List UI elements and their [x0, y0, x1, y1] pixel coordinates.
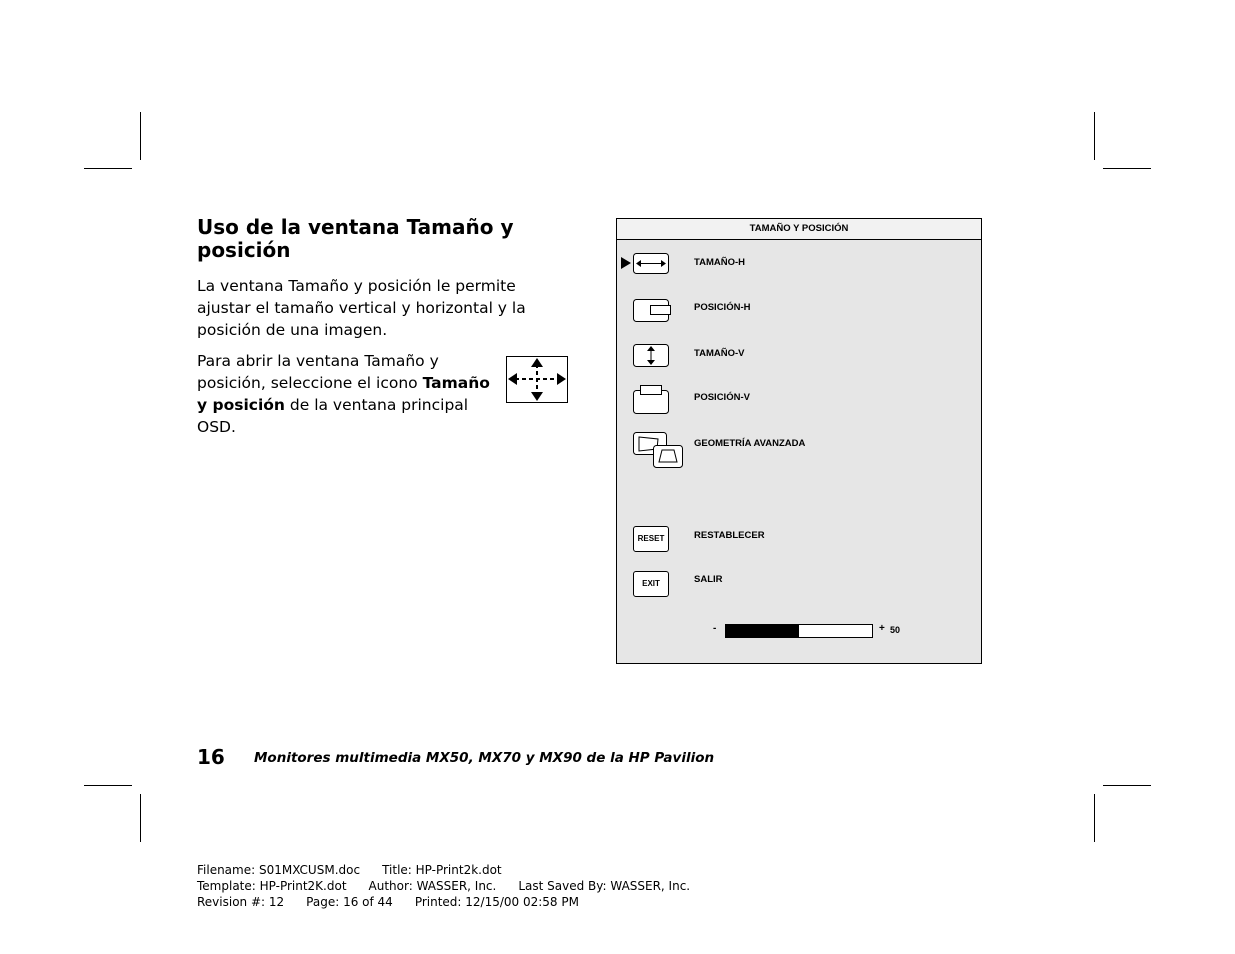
reset-button[interactable]: RESET	[633, 526, 669, 552]
osd-item-vertical-position[interactable]: POSICIÓN-V	[694, 392, 750, 403]
horizontal-size-icon[interactable]	[633, 253, 671, 275]
instruction-text: Para abrir la ventana Tamaño y posición, seleccione el icono	[197, 352, 439, 392]
advanced-geometry-icon[interactable]	[633, 432, 685, 470]
horizontal-position-icon[interactable]	[633, 299, 671, 323]
osd-item-advanced-geometry[interactable]: GEOMETRÍA AVANZADA	[694, 438, 806, 449]
osd-item-horizontal-position[interactable]: POSICIÓN-H	[694, 302, 751, 313]
document-meta-line-3	[197, 895, 601, 909]
vertical-size-icon[interactable]	[633, 344, 671, 368]
crop-mark	[1094, 794, 1095, 842]
osd-item-vertical-size[interactable]: TAMAÑO-V	[694, 348, 745, 359]
running-footer-title: Monitores multimedia MX50, MX70 y MX90 de la HP Pavilion	[254, 750, 715, 766]
meta-title: Title: HP-Print2k.dot	[382, 863, 502, 877]
page-number: 16	[197, 745, 225, 769]
slider-plus: +	[879, 623, 885, 634]
crop-mark	[140, 794, 141, 842]
meta-revision: Revision #: 12	[197, 895, 285, 909]
osd-window	[616, 218, 982, 664]
crop-mark	[1103, 785, 1151, 786]
instruction-text-end: de la ventana principal OSD.	[197, 396, 469, 436]
document-meta-line-2	[197, 879, 712, 893]
instruction-bold-text: Tamaño y posición	[197, 374, 490, 414]
crop-mark	[84, 168, 132, 169]
selection-pointer-icon	[621, 257, 631, 269]
osd-item-reset[interactable]: RESTABLECER	[694, 530, 765, 541]
osd-title: TAMAÑO Y POSICIÓN	[617, 219, 981, 240]
slider-fill	[726, 625, 799, 637]
meta-author: Author: WASSER, Inc.	[368, 879, 497, 893]
meta-last-saved: Last Saved By: WASSER, Inc.	[518, 879, 691, 893]
vertical-position-icon[interactable]	[633, 385, 671, 415]
crop-mark	[140, 112, 141, 160]
crop-mark	[84, 785, 132, 786]
crop-mark	[1103, 168, 1151, 169]
crop-mark	[1094, 112, 1095, 160]
meta-printed: Printed: 12/15/00 02:58 PM	[414, 895, 579, 909]
section-heading: Uso de la ventana Tamaño y posición	[197, 215, 514, 262]
slider-value: 50	[890, 625, 901, 635]
slider-minus: -	[713, 623, 717, 634]
document-meta-line-1	[197, 863, 524, 877]
osd-item-horizontal-size[interactable]: TAMAÑO-H	[694, 257, 746, 268]
intro-paragraph: La ventana Tamaño y posición le permite ajustar el tamaño vertical y horizontal y la posición de una imagen.	[197, 277, 526, 339]
osd-item-exit[interactable]: SALIR	[694, 574, 723, 585]
meta-template: Template: HP-Print2K.dot	[197, 879, 347, 893]
meta-page: Page: 16 of 44	[306, 895, 393, 909]
exit-button[interactable]: EXIT	[633, 571, 669, 597]
size-position-icon	[506, 356, 568, 403]
meta-filename: Filename: S01MXCUSM.doc	[197, 863, 361, 877]
adjustment-slider[interactable]	[725, 624, 873, 638]
instruction-paragraph	[197, 350, 497, 438]
